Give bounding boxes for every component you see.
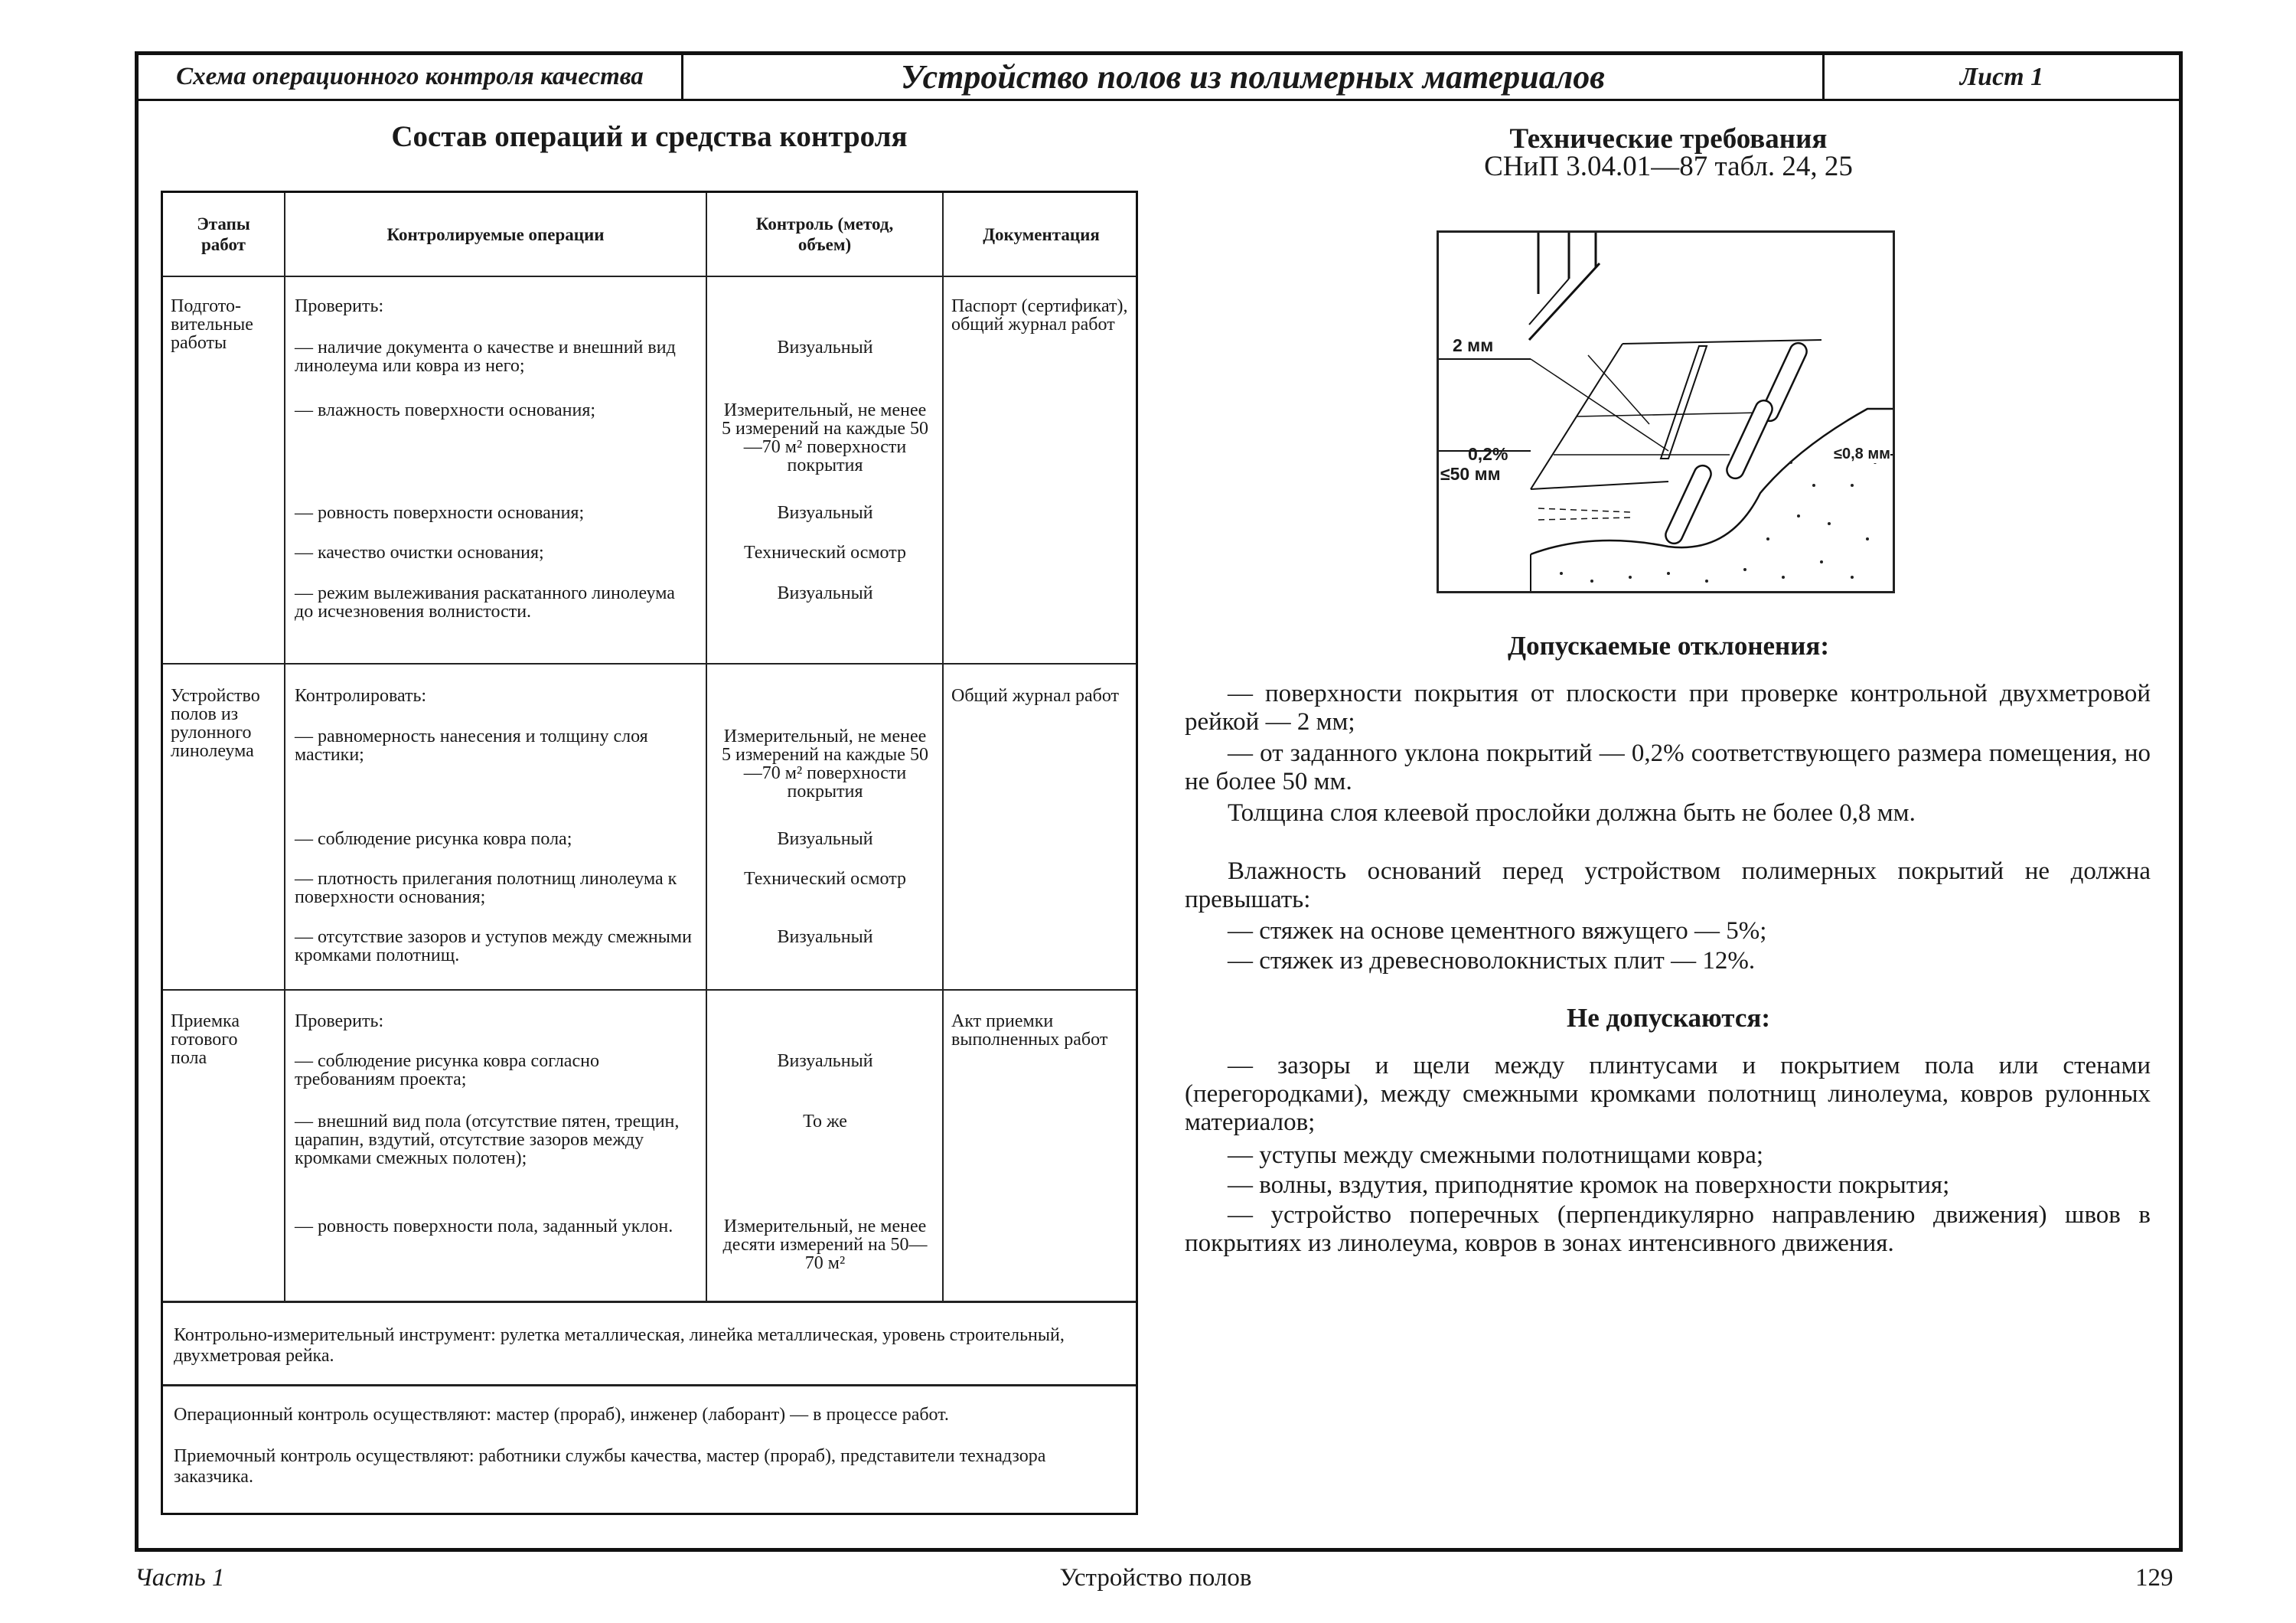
operations-table [161,191,1138,1515]
acceptance-control-note: Приемочный контроль осуществляют: работники службы качества, мастер (прораб), представители технадзора заказчика. [174,1446,1046,1487]
figure-label-slope-limit: ≤50 мм [1440,464,1501,484]
requirements-subtitle: СНиП 3.04.01—87 табл. 24, 25 [1484,151,1853,182]
col-header-stage: Этапы работ [197,214,250,254]
header-scheme-title: Схема операционного контроля качества [139,55,683,99]
operation-cell: — равномерность нанесения и толщину слоя мастики; [295,727,648,765]
control-cell: Визуальный [777,1051,873,1071]
header-sheet-number: Лист 1 [1959,62,2044,91]
control-cell: Измерительный, не менее 5 измерений на каждые 50—70 м² поверхности покрытия [721,727,929,802]
page-number: 129 [2135,1564,2174,1592]
header-main-title: Устройство полов из полимерных материалов [683,55,1825,99]
operation-cell: — качество очистки основания; [295,543,544,563]
operation-cell: — ровность поверхности пола, заданный уклон. [295,1216,673,1236]
control-cell: Измерительный, не менее десяти измерений на 50—70 м² [722,1216,928,1273]
col-header-operations: Контролируемые операции [386,224,605,244]
not-allowed-item: — уступы между смежными полотнищами ковра; [1228,1141,1764,1169]
section-lead: Проверить: [295,1011,384,1031]
control-cell: Технический осмотр [744,543,906,563]
operation-cell: — наличие документа о качестве и внешний вид линолеума или ковра из него; [295,338,676,376]
deviation-item: — поверхности покрытия от плоскости при проверке контрольной двухметровой рейкой — 2 мм; [1185,680,2151,736]
footer-section: Устройство полов [1059,1564,1252,1592]
docs-cell: Акт приемки выполненных работ [951,1011,1108,1050]
section-lead: Проверить: [295,296,384,316]
requirements-title: Технические требования [1509,123,1828,155]
floor-section-drawing [1439,233,1893,591]
operations-title: Состав операций и средства контроля [391,120,908,153]
not-allowed-item: — зазоры и щели между плинтусами и покрытием пола или стенами (перегородками), между смежными кромками полотнищ линолеума, ковров рулонных материалов; [1185,1052,2151,1136]
operation-cell: — соблюдение рисунка ковра пола; [295,829,572,849]
sheet-header [139,55,2179,101]
operation-cell: — отсутствие зазоров и уступов между смежными кромками полотнищ. [295,927,692,965]
humidity-item: — стяжек на основе цементного вяжущего — 5%; [1228,917,1767,945]
footer-part: Часть 1 [135,1564,225,1592]
stage-cell: Подгото-вительные работы [171,296,253,353]
not-allowed-item: — устройство поперечных (перпендикулярно направлению движения) швов в покрытиях из линолеума, ковров в зонах интенсивного движения. [1185,1201,2151,1257]
control-cell: Визуальный [777,338,873,358]
floor-deviation-figure [1437,230,1895,593]
stage-cell: Приемка готового пола [171,1011,240,1068]
operational-control-note: Операционный контроль осуществляют: мастер (прораб), инженер (лаборант) — в процессе работ. [174,1405,949,1425]
control-cell: То же [803,1112,847,1132]
operation-cell: — плотность прилегания полотнищ линолеума к поверхности основания; [295,869,677,907]
docs-cell: Паспорт (сертификат), общий журнал работ [951,296,1128,335]
section-lead: Контролировать: [295,686,427,706]
not-allowed-item: — волны, вздутия, приподнятие кромок на поверхности покрытия; [1228,1171,1950,1199]
col-header-docs: Документация [983,224,1100,244]
docs-cell: Общий журнал работ [951,686,1120,706]
control-cell: Измерительный, не менее 5 измерений на каждые 50—70 м² поверхности покрытия [721,400,929,475]
instrument-note: Контрольно-измерительный инструмент: рулетка металлическая, линейка металлическая, уровень строительный, двухметровая рейка. [174,1325,1065,1366]
operation-cell: — внешний вид пола (отсутствие пятен, трещин, царапин, вздутий, отсутствие зазоров между кромками смежных полотен); [295,1112,680,1168]
deviation-item: — от заданного уклона покрытий — 0,2% соответствующего размера помещения, но не более 50 мм. [1185,740,2151,795]
operation-cell: — влажность поверхности основания; [295,400,596,420]
stage-cell: Устройство полов из рулонного линолеума [171,686,260,761]
not-allowed-title: Не допускаются: [1566,1003,1770,1033]
control-cell: Визуальный [777,829,873,849]
deviations-title: Допускаемые отклонения: [1508,631,1829,661]
control-cell: Технический осмотр [744,869,906,889]
humidity-intro: Влажность оснований перед устройством полимерных покрытий не должна превышать: [1185,857,2151,913]
humidity-item: — стяжек из древесноволокнистых плит — 12%. [1228,947,1756,975]
operation-cell: — режим вылеживания раскатанного линолеума до исчезновения волнистости. [295,583,675,622]
control-cell: Визуальный [777,503,873,523]
figure-label-glue-layer: ≤0,8 мм [1834,446,1890,462]
deviation-item: Толщина слоя клеевой прослойки должна быть не более 0,8 мм. [1228,799,1916,827]
control-cell: Визуальный [777,927,873,947]
figure-label-slope: 0,2% [1468,444,1508,464]
control-cell: Визуальный [777,583,873,603]
operation-cell: — ровность поверхности основания; [295,503,585,523]
col-header-control: Контроль (метод, объем) [755,214,894,254]
figure-label-rail-gap: 2 мм [1453,335,1494,355]
operation-cell: — соблюдение рисунка ковра согласно требованиям проекта; [295,1051,599,1089]
